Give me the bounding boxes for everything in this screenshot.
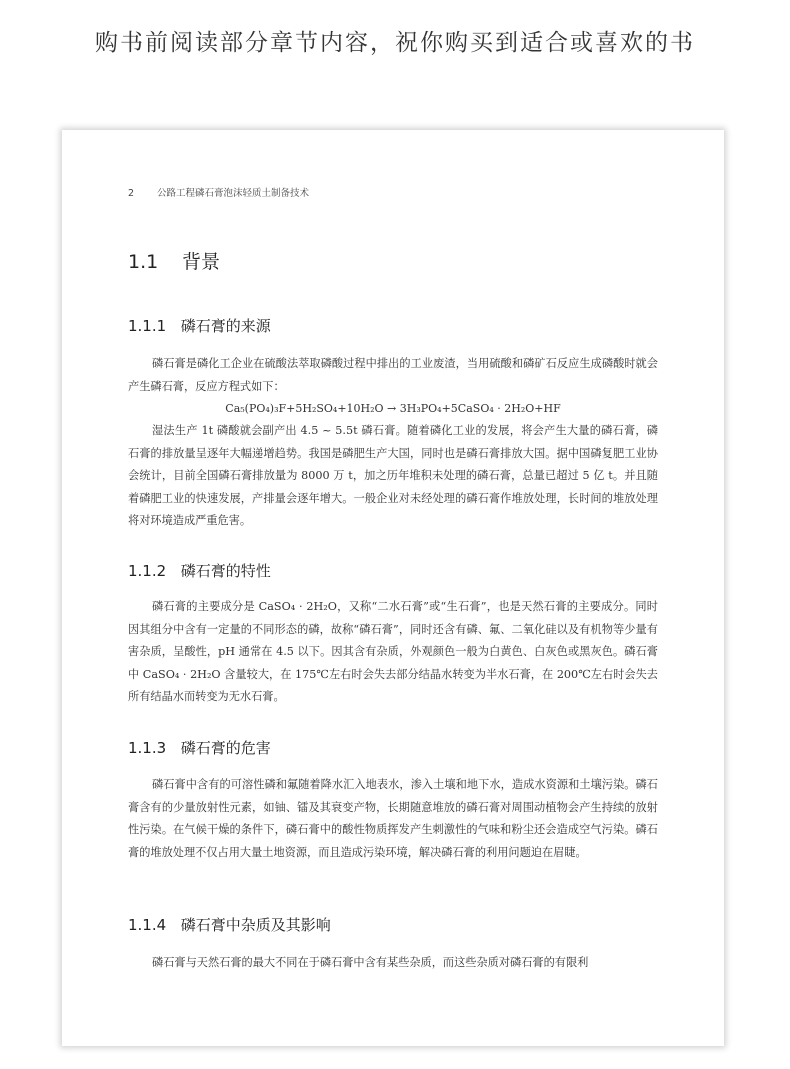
- book-page: [62, 130, 724, 1046]
- subsection-heading-1: [128, 315, 271, 336]
- section-title: 背景: [182, 251, 221, 273]
- running-head: [128, 185, 309, 199]
- subsection-title: 磷石膏中杂质及其影响: [180, 916, 331, 934]
- subsection-title: 磷石膏的特性: [180, 562, 271, 580]
- book-title: 公路工程磷石膏泡沫轻质土制备技术: [157, 188, 310, 199]
- subsection-number: 1.1.4: [128, 916, 167, 934]
- subsection-heading-3: [128, 737, 271, 758]
- chemical-equation: Ca₅(PO₄)₃F+5H₂SO₄+10H₂O → 3H₃PO₄+5CaSO₄ · 2H₂O+HF: [225, 402, 561, 415]
- preview-banner: 购书前阅读部分章节内容，祝你购买到适合或喜欢的书: [95, 30, 695, 56]
- subsection-heading-2: [128, 560, 271, 581]
- paragraph: 磷石膏是磷化工企业在硫酸法萃取磷酸过程中排出的工业废渣，当用硫酸和磷矿石反应生成磷酸时就会产生磷石膏，反应方程式如下：: [128, 357, 658, 393]
- book-page-content: [62, 130, 724, 1046]
- subsection-title: 磷石膏的危害: [180, 739, 271, 757]
- subsection-heading-4: [128, 914, 331, 935]
- subsection-number: 1.1.1: [128, 317, 167, 335]
- paragraph: 湿法生产 1t 磷酸就会副产出 4.5 ~ 5.5t 磷石膏。随着磷化工业的发展，将会产生大量的磷石膏，磷石膏的排放量呈逐年大幅递增趋势。我国是磷肥生产大国，同时也是磷石膏排放大国。据中国磷复肥工业协会统计，目前全国磷石膏排放量为 8000 万 t，加之历年堆积未处理的磷石膏，总量已超过 5 亿 t。并且随着磷肥工业的快速发展，产排量会逐年增大。一般企业对未经处理的磷石膏作堆放处理，长时间的堆放处理将对环境造成严重危害。: [128, 424, 658, 527]
- paragraph: 磷石膏中含有的可溶性磷和氟随着降水汇入地表水，渗入土壤和地下水，造成水资源和土壤污染。磷石膏含有的少量放射性元素，如铀、镭及其衰变产物，长期随意堆放的磷石膏对周围动植物会产生持续的放射性污染。在气候干燥的条件下，磷石膏中的酸性物质挥发产生刺激性的气味和粉尘还会造成空气污染。磷石膏的堆放处理不仅占用大量土地资源，而且造成污染环境，解决磷石膏的利用问题迫在眉睫。: [128, 778, 658, 859]
- subsection-number: 1.1.2: [128, 562, 167, 580]
- subsection-title: 磷石膏的来源: [180, 317, 271, 335]
- subsection-number: 1.1.3: [128, 739, 167, 757]
- section-number: 1.1: [128, 251, 159, 273]
- paragraph: 磷石膏的主要成分是 CaSO₄ · 2H₂O，又称“二水石膏”或“生石膏”，也是天然石膏的主要成分。同时因其组分中含有一定量的不同形态的磷，故称“磷石膏”，同时还含有磷、氟、二氧化硅以及有机物等少量有害杂质，呈酸性，pH 通常在 4.5 以下。因其含有杂质，外观颜色一般为白黄色、白灰色或黑灰色。磷石膏中 CaSO₄ · 2H₂O 含量较大，在 175℃左右时会失去部分结晶水转变为半水石膏，在 200℃左右时会失去所有结晶水而转变为无水石膏。: [128, 600, 658, 703]
- section-heading: [128, 247, 220, 274]
- page-number: 2: [128, 188, 135, 199]
- paragraph: 磷石膏与天然石膏的最大不同在于磷石膏中含有某些杂质，而这些杂质对磷石膏的有限利: [152, 956, 589, 969]
